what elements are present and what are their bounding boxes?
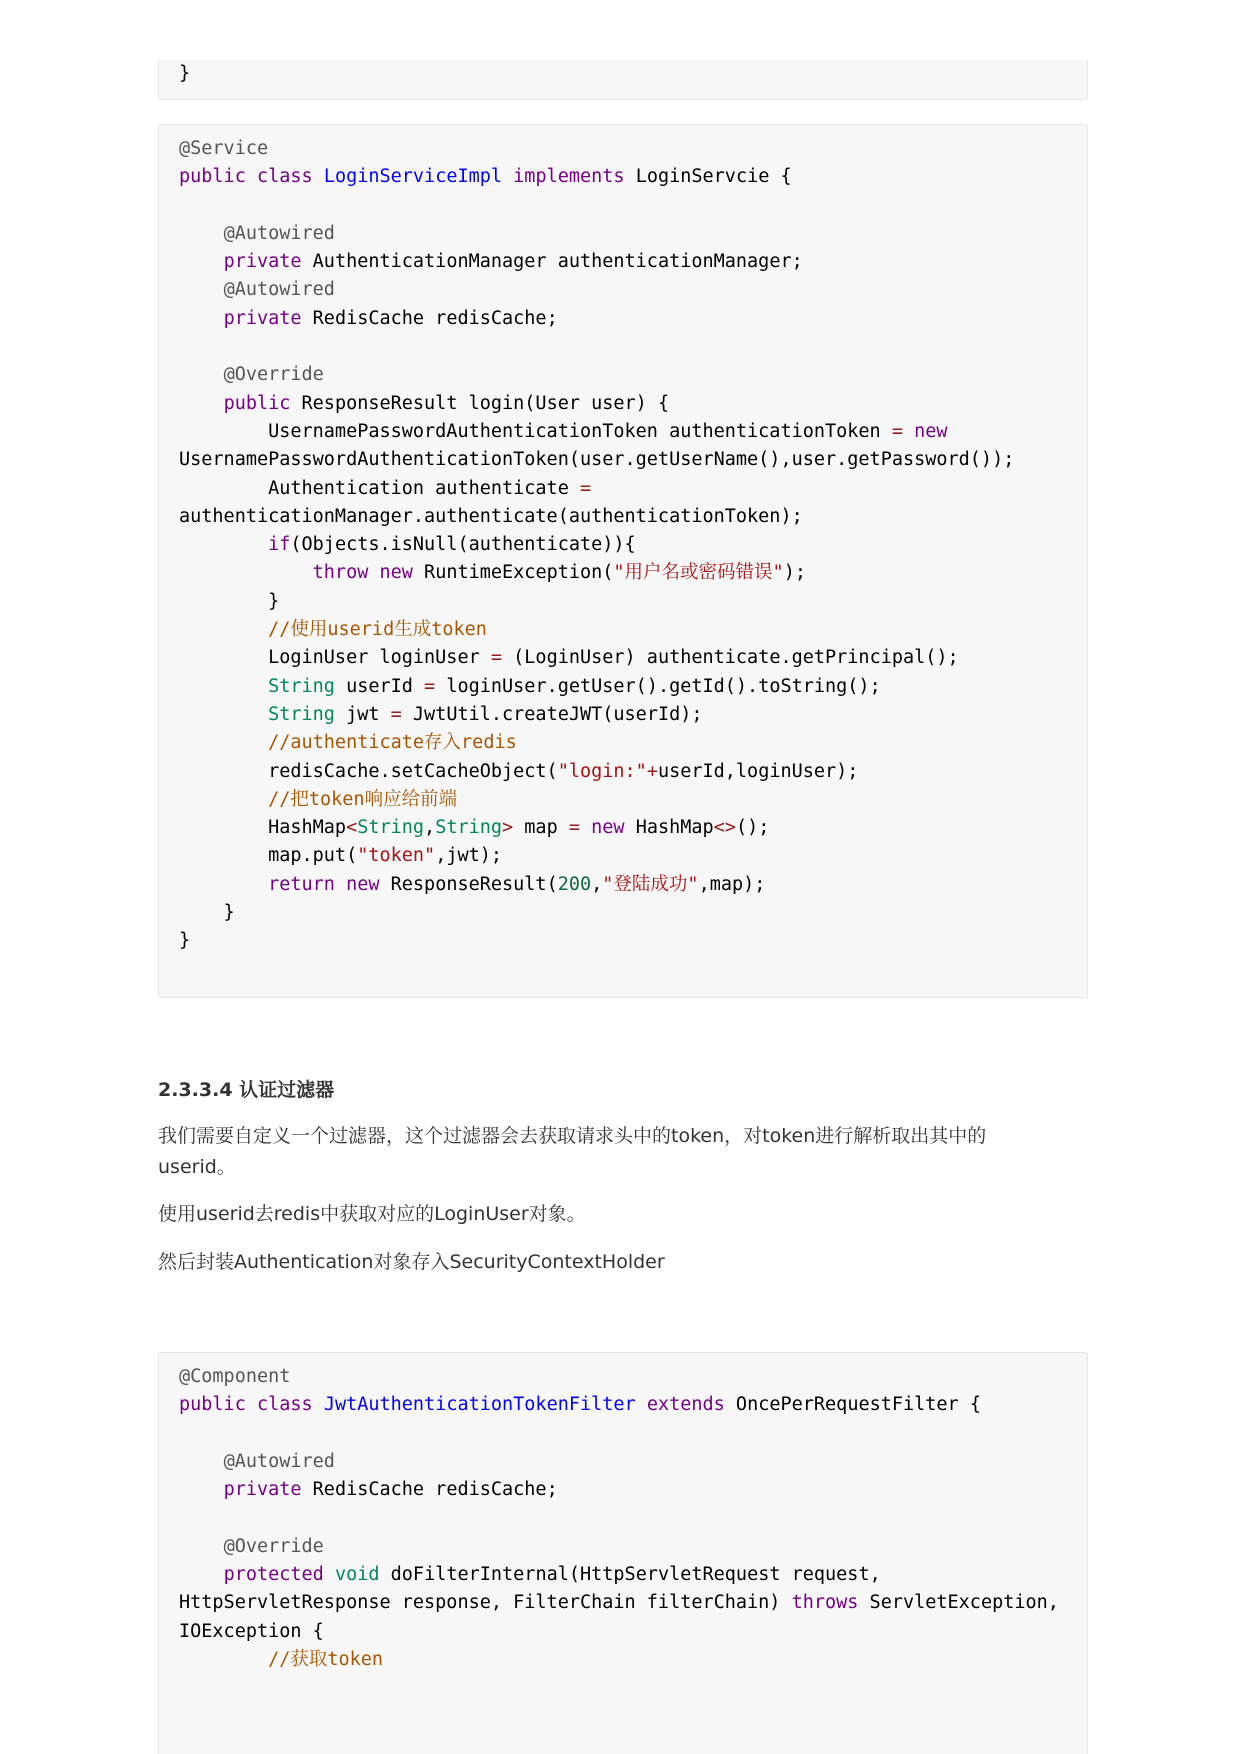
code-token: extends [646,1394,725,1416]
code-token: private [223,1479,302,1501]
code-token: redisCache.setCacheObject( [179,760,558,782]
code-token: Authentication authenticate [179,477,580,499]
code-token: < [346,817,358,839]
paragraph: 我们需要自定义一个过滤器，这个过滤器会去获取请求头中的token，对token进行解析取出其中的userid。 [158,1125,987,1178]
code-token: "login:" [557,760,647,782]
code-token: String [268,675,335,697]
code-line [179,729,1014,757]
code-token [335,874,346,895]
code-token: private [223,307,302,329]
code-token: RuntimeException( [412,562,614,584]
code-block-jwt-filter [158,1352,1088,1754]
code-block-previous-end [158,60,1088,100]
code-token: doFilterInternal(HttpServletRequest request, [379,1564,881,1586]
code-line [179,163,1014,191]
code-token: @Autowired [223,222,335,244]
code-token: OncePerRequestFilter { [724,1394,981,1416]
code-line [179,673,1014,701]
code-line [179,559,1014,587]
code-token: new [346,873,380,895]
code-content [179,135,1014,956]
code-token: } [179,590,280,612]
code-token: @Component [179,1366,291,1387]
code-line [179,1533,1059,1561]
code-token: authenticationManager.authenticate(authenticationToken); [179,505,803,527]
code-token [324,1564,335,1585]
code-token: HttpServletResponse response, FilterChain filterChain) [179,1592,792,1614]
code-token: + [646,760,658,782]
code-token [179,308,224,329]
code-token: map.put( [179,845,358,867]
code-token: @Override [223,364,324,386]
code-token: userId,loginUser); [657,760,859,782]
code-token: = [390,703,402,725]
code-token [246,166,257,187]
code-token: IOException { [179,1620,324,1642]
code-token [179,619,268,640]
code-token: HashMap [179,817,347,839]
code-token [179,393,224,414]
code-token: new [591,817,625,839]
code-line [179,1391,1059,1419]
code-token [502,166,513,187]
code-token: loginUser.getUser().getId().toString(); [435,675,881,697]
code-line [179,361,1014,389]
code-token: jwt [334,703,391,725]
code-line [179,248,1014,276]
code-token: JwtUtil.createJWT(userId); [401,703,703,725]
code-token: throw [312,562,369,584]
code-token: "用户名或密码错误" [613,562,784,584]
code-line [179,390,1014,418]
code-token [368,562,379,583]
code-token: HashMap [624,817,714,839]
code-token: LoginServiceImpl [323,166,503,188]
code-line [179,814,1014,842]
code-token: = [891,420,903,442]
code-token: = [490,647,503,669]
code-line [179,192,1014,220]
code-content [179,1363,1059,1674]
code-token [179,534,268,555]
code-token: @Service [179,138,269,159]
code-token [903,421,914,442]
code-line [179,871,1014,899]
code-token: class [256,1394,313,1416]
code-token: <> [713,817,736,839]
code-token: RedisCache redisCache; [301,307,558,329]
code-token [179,1479,224,1500]
code-token: public [179,1394,246,1416]
paragraph: 使用userid去redis中获取对应的LoginUser对象。 [158,1203,586,1225]
code-line [179,475,1014,503]
code-token: } [179,902,235,924]
code-line [179,531,1014,559]
code-token: ,map); [698,873,766,895]
code-line [179,446,1014,474]
code-token: 200 [557,873,592,895]
code-token: @Override [223,1535,324,1557]
code-line [179,1504,1059,1532]
code-token [179,1451,224,1472]
code-line [179,644,1014,672]
code-token: public [179,166,246,188]
code-line [179,333,1014,361]
code-token: AuthenticationManager authenticationManager; [301,251,803,273]
code-token: return [268,873,335,895]
code-line [179,1363,1059,1391]
code-token [179,676,268,697]
code-token: void [334,1564,380,1586]
code-token [179,874,268,895]
code-token: String [435,817,503,839]
code-token: > [502,817,514,839]
code-line [179,305,1014,333]
code-token: (LoginUser) authenticate.getPrincipal(); [502,647,959,669]
code-line [179,1476,1059,1504]
code-line [179,1448,1059,1476]
section-heading: 2.3.3.4 认证过滤器 [158,1079,335,1101]
code-token: (); [735,817,770,839]
code-token [179,789,268,810]
code-token [246,1394,257,1415]
code-line [179,60,190,88]
code-token [179,364,224,385]
code-token: implements [513,166,625,188]
code-line [179,1420,1059,1448]
code-line [179,135,1014,163]
code-block-login-service [158,124,1088,998]
code-token: ResponseResult login(User user) { [290,392,670,414]
code-line [179,503,1014,531]
code-token [179,1649,268,1670]
code-token: userId [334,675,425,697]
code-token: //把token响应给前端 [268,788,458,810]
code-token: if [268,534,291,556]
code-token: } [179,930,191,952]
code-token: protected [223,1564,324,1586]
code-line [179,899,1014,927]
code-token [636,1394,647,1415]
code-line [179,1589,1059,1617]
code-token: LoginUser loginUser [179,647,491,669]
code-line [179,1646,1059,1674]
code-token: map [513,817,569,839]
code-token: //使用userid生成token [268,619,487,641]
code-token: class [256,166,313,188]
code-token [179,562,313,583]
code-line [179,701,1014,729]
code-token: new [914,420,948,442]
code-token [179,223,224,244]
code-token [179,1536,224,1557]
code-line [179,276,1014,304]
code-token: , [424,817,436,839]
code-token: , [591,873,603,895]
paragraph: 然后封装Authentication对象存入SecurityContextHolder [158,1251,665,1273]
code-token [179,704,268,725]
code-token [580,817,591,838]
code-token: "token" [357,845,436,867]
code-line [179,1561,1059,1589]
code-token [179,251,224,272]
code-token: UsernamePasswordAuthenticationToken(user.getUserName(),user.getPassword()); [179,449,1015,471]
code-token [179,732,268,753]
code-line [179,758,1014,786]
code-token: RedisCache redisCache; [301,1479,558,1501]
code-token: new [379,562,413,584]
code-content [179,60,190,88]
code-token: (Objects.isNull(authenticate)){ [290,534,636,556]
code-line [179,1618,1059,1646]
code-token: String [357,817,425,839]
code-line [179,927,1014,955]
code-line [179,220,1014,248]
code-line [179,786,1014,814]
code-token: } [179,63,191,84]
code-token: String [268,703,335,725]
code-token [179,1564,224,1585]
code-token: = [579,477,592,499]
code-token: @Autowired [223,279,335,301]
code-token: "登陆成功" [602,873,699,895]
code-token: //获取token [268,1648,384,1670]
code-token: //authenticate存入redis [268,732,517,754]
code-token [179,279,224,300]
code-token: JwtAuthenticationTokenFilter [323,1394,636,1416]
code-token: @Autowired [223,1450,335,1472]
code-token: public [223,392,291,414]
code-line [179,616,1014,644]
code-line [179,588,1014,616]
code-token: ResponseResult( [379,873,558,895]
code-token [313,1394,324,1415]
code-token: = [424,675,436,697]
code-token: throws [791,1592,859,1614]
code-token: = [568,817,580,839]
code-token: LoginServcie { [624,166,792,188]
code-token: UsernamePasswordAuthenticationToken authenticationToken [179,420,892,442]
code-token: ,jwt); [435,845,503,867]
code-line [179,418,1014,446]
code-token [313,166,324,187]
code-token: ); [783,562,806,584]
code-token: ServletException, [858,1592,1059,1614]
code-line [179,842,1014,870]
code-token: private [223,251,302,273]
